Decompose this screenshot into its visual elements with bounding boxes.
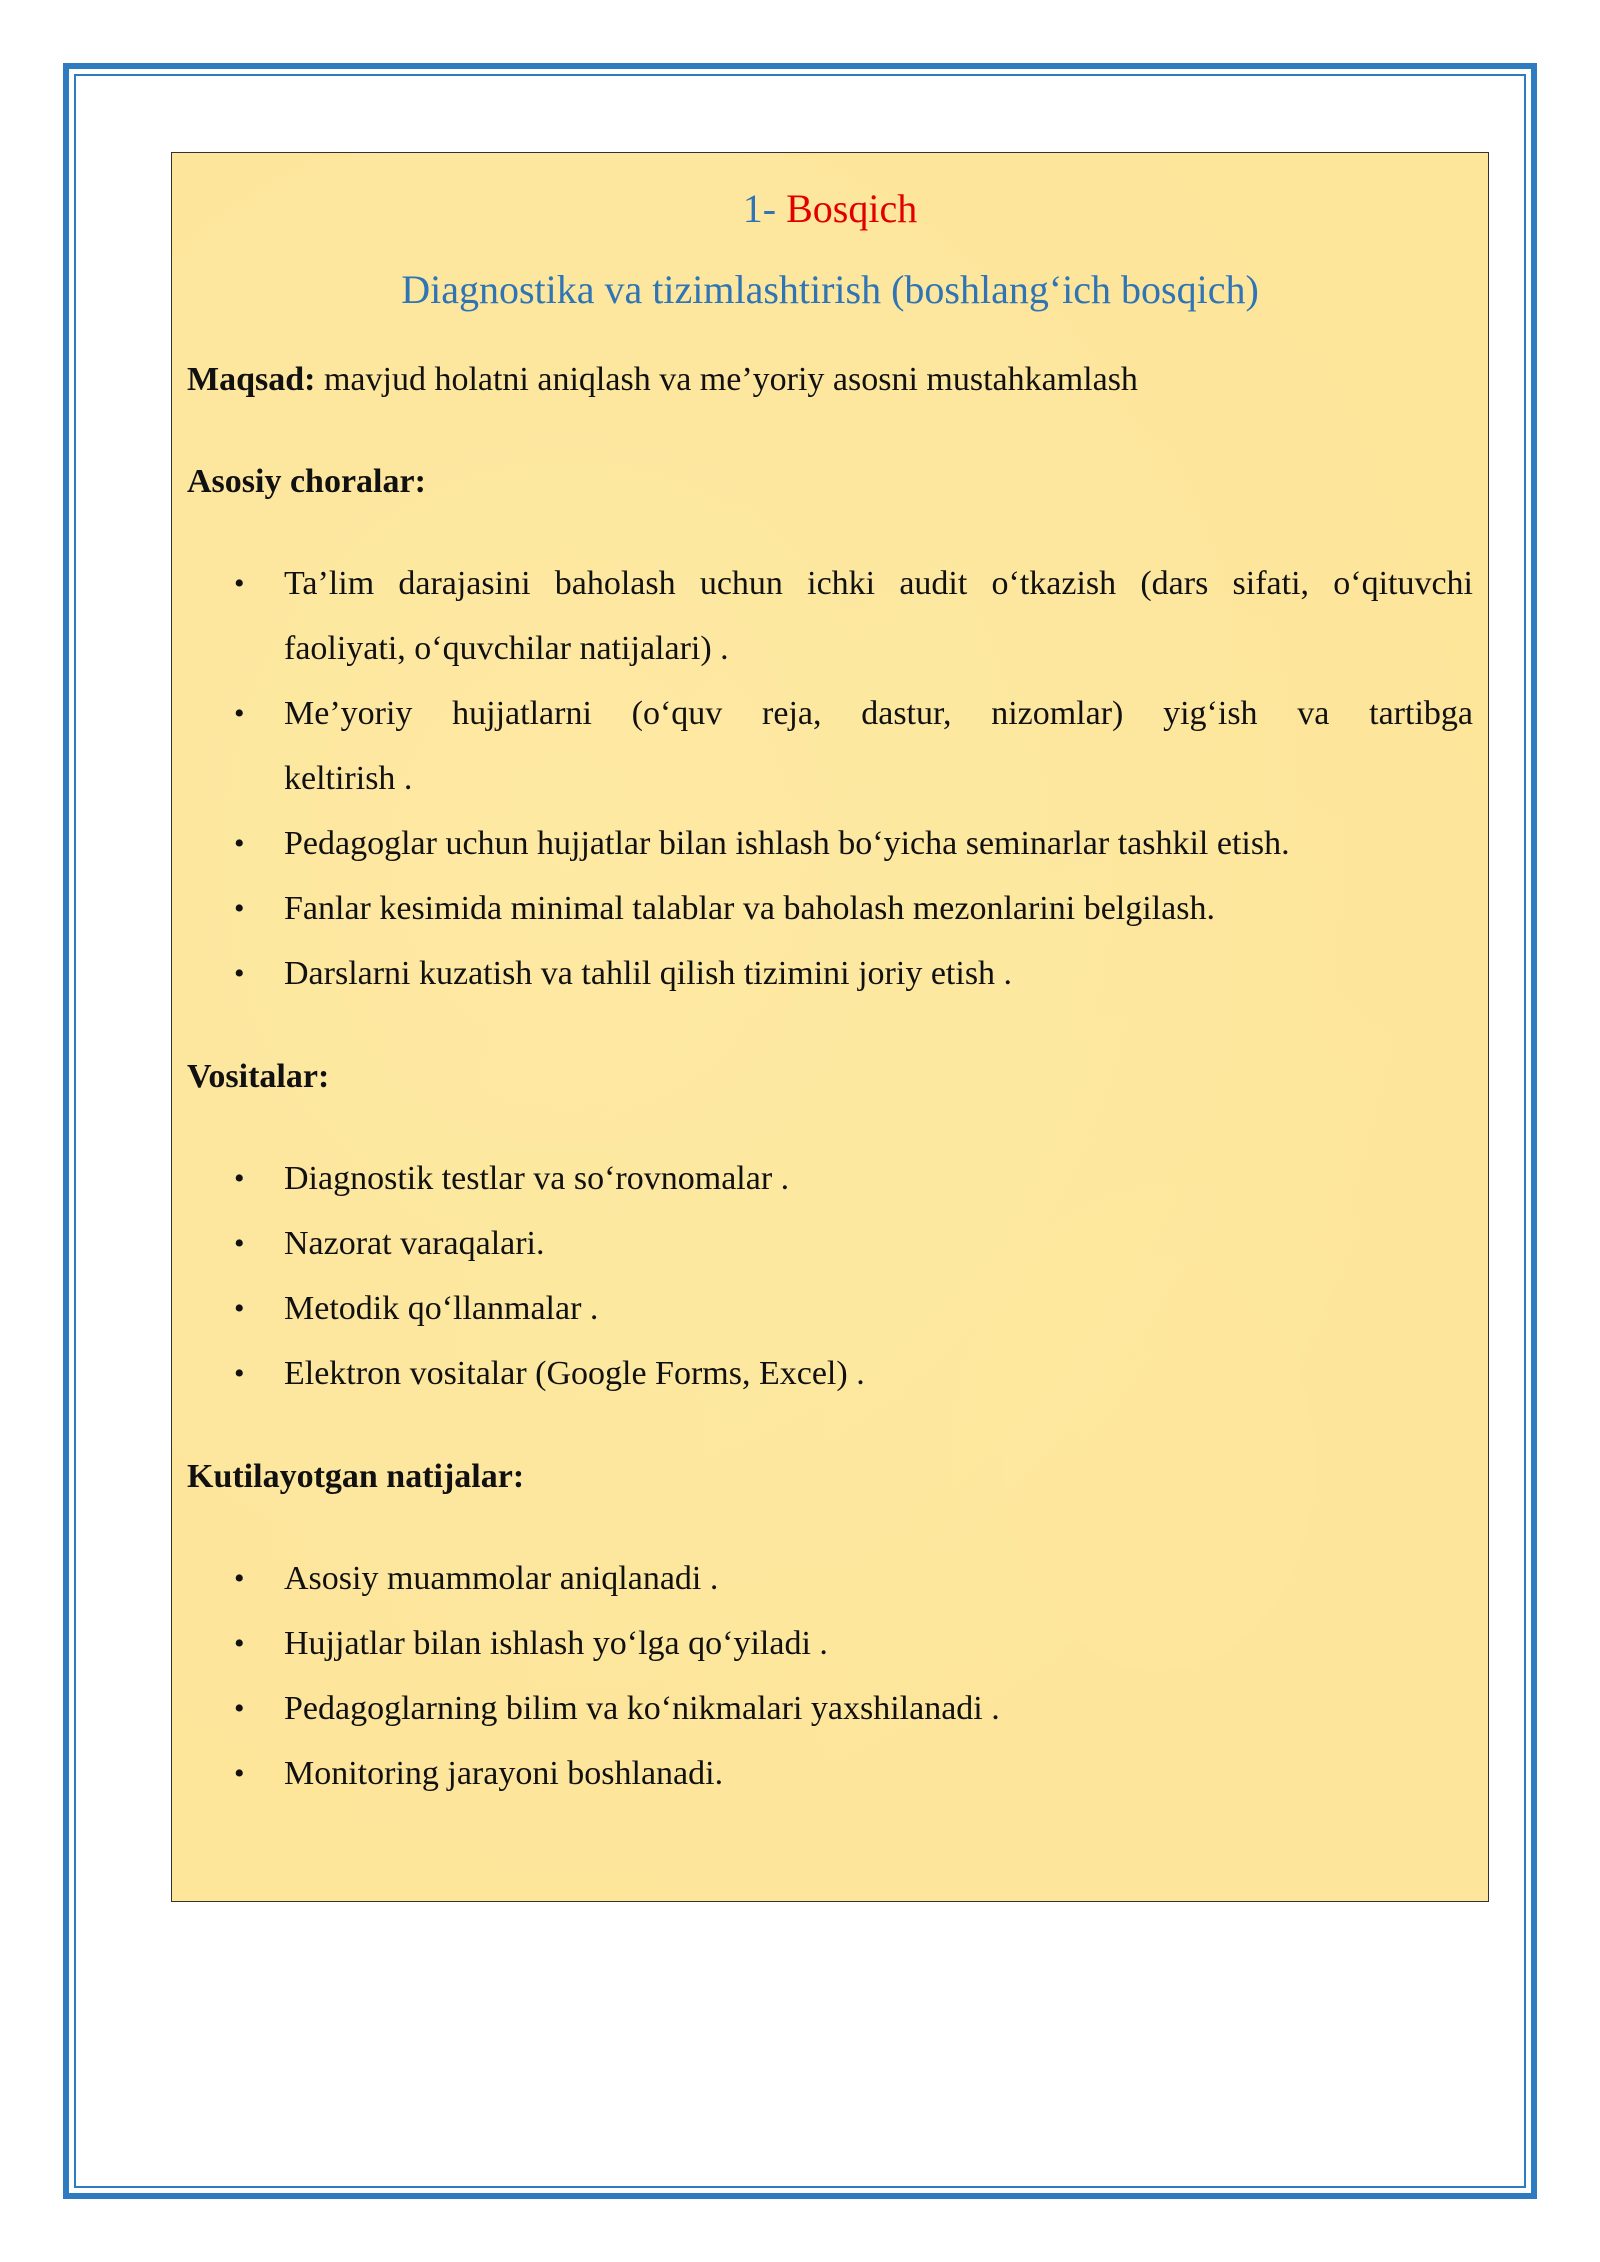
bullet-icon: • [234, 1162, 245, 1195]
list-item-text: Fanlar kesimida minimal talablar va baholash mezonlarini belgilash. [284, 890, 1215, 927]
stage-title [172, 186, 1488, 231]
list-item-text: Pedagoglarning bilim va ko‘nikmalari yaxshilanadi . [284, 1690, 1000, 1727]
bullet-icon: • [234, 1357, 245, 1390]
list-item-text: Diagnostik testlar va so‘rovnomalar . [284, 1160, 790, 1197]
goal-line [187, 363, 1138, 397]
tools-heading: Vositalar: [187, 1058, 330, 1095]
bullet-icon: • [234, 1757, 245, 1790]
goal-text: mavjud holatni aniqlash va me’yoriy asosni mustahkamlash [323, 361, 1138, 398]
results-heading: Kutilayotgan natijalar: [187, 1458, 525, 1495]
bullet-icon: • [234, 1292, 245, 1325]
bullet-icon: • [234, 1627, 245, 1660]
list-item-text: Monitoring jarayoni boshlanadi. [284, 1755, 724, 1792]
content-box [171, 152, 1489, 1902]
list-item-text: keltirish . [284, 760, 413, 797]
list-item-text: Elektron vositalar (Google Forms, Excel) . [284, 1355, 865, 1392]
list-item-text: Metodik qo‘llanmalar . [284, 1290, 599, 1327]
bullet-icon: • [234, 697, 245, 730]
stage-subtitle: Diagnostika va tizimlashtirish (boshlang‘ich bosqich) [401, 267, 1259, 312]
list-item-text: Darslarni kuzatish va tahlil qilish tizimini joriy etish . [284, 955, 1013, 992]
bullet-icon: • [234, 892, 245, 925]
list-item-text: Asosiy muammolar aniqlanadi . [284, 1560, 719, 1597]
bullet-icon: • [234, 1227, 245, 1260]
list-item-text: Hujjatlar bilan ishlash yo‘lga qo‘yiladi . [284, 1625, 828, 1662]
goal-label: Maqsad: [187, 361, 316, 398]
bullet-icon: • [234, 1692, 245, 1725]
bullet-icon: • [234, 957, 245, 990]
bullet-icon: • [234, 827, 245, 860]
list-item-text: Ta’lim darajasini baholash uchun ichki audit o‘tkazish (dars sifati, o‘qituvchi [284, 565, 1473, 602]
list-item-text: Pedagoglar uchun hujjatlar bilan ishlash bo‘yicha seminarlar tashkil etish. [284, 825, 1290, 862]
measures-heading: Asosiy choralar: [187, 463, 426, 500]
list-item-text: faoliyati, o‘quvchilar natijalari) . [284, 630, 729, 667]
list-item-text: Me’yoriy hujjatlarni (o‘quv reja, dastur, nizomlar) yig‘ish va tartibga [284, 695, 1473, 732]
stage-number: 1- [742, 186, 777, 231]
bullet-icon: • [234, 567, 245, 600]
bullet-icon: • [234, 1562, 245, 1595]
list-item-text: Nazorat varaqalari. [284, 1225, 545, 1262]
stage-word: Bosqich [786, 186, 918, 231]
